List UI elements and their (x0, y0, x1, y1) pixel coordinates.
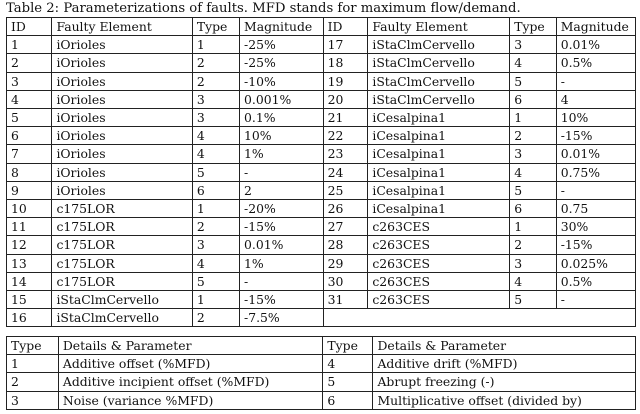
table-cell: -15% (556, 127, 635, 145)
table-cell: 10 (7, 200, 52, 218)
table-cell: 1% (240, 254, 324, 272)
table-cell: 26 (323, 200, 368, 218)
table-cell: c175LOR (52, 218, 192, 236)
table-cell: 21 (323, 109, 368, 127)
table-cell: 6 (323, 391, 373, 409)
table-cell: 13 (7, 254, 52, 272)
table-cell: 6 (510, 90, 556, 108)
table-cell: 6 (192, 181, 239, 199)
table-cell: 15 (7, 291, 52, 309)
table-cell: iOrioles (52, 109, 192, 127)
table-cell: iCesalpina1 (368, 163, 510, 181)
table-row (7, 236, 636, 254)
table-row (7, 72, 636, 90)
table-cell: iCesalpina1 (368, 200, 510, 218)
table-cell: c263CES (368, 291, 510, 309)
table-cell: 2 (192, 309, 239, 327)
table-cell: iCesalpina1 (368, 181, 510, 199)
table-cell: 0.1% (240, 109, 324, 127)
table-cell: - (556, 291, 635, 309)
table-cell: 0.025% (556, 254, 635, 272)
header-cell: Faulty Element (52, 18, 192, 36)
table-cell: 1 (510, 218, 556, 236)
header-cell: Details & Parameter (373, 337, 636, 355)
table-cell: 4 (192, 254, 239, 272)
table-row (7, 272, 636, 290)
table-cell: c175LOR (52, 236, 192, 254)
table-cell: 3 (192, 109, 239, 127)
table-row (7, 291, 636, 309)
table-cell: c263CES (368, 254, 510, 272)
table-cell: Additive drift (%MFD) (373, 355, 636, 373)
table-cell: 2 (192, 72, 239, 90)
table-cell: 5 (192, 272, 239, 290)
table-cell: -15% (556, 236, 635, 254)
table-cell: 3 (510, 254, 556, 272)
table-cell: 2 (510, 127, 556, 145)
table-cell: c263CES (368, 236, 510, 254)
table-cell: 7 (7, 145, 52, 163)
table-cell: iStaClmCervello (368, 72, 510, 90)
table-cell: iStaClmCervello (368, 36, 510, 54)
table-cell: c263CES (368, 272, 510, 290)
table-row (7, 391, 636, 409)
table-cell: 10% (556, 109, 635, 127)
header-cell: Magnitude (556, 18, 635, 36)
table-cell: 20 (323, 90, 368, 108)
table-cell: 4 (556, 90, 635, 108)
table-cell: 27 (323, 218, 368, 236)
table-cell: 4 (7, 90, 52, 108)
table-cell: 8 (7, 163, 52, 181)
table-cell: Additive incipient offset (%MFD) (58, 373, 323, 391)
table-cell: iOrioles (52, 90, 192, 108)
table-row (7, 90, 636, 108)
table-cell: 16 (7, 309, 52, 327)
faults-table (6, 17, 636, 327)
header-cell: Type (323, 337, 373, 355)
table-cell: - (556, 72, 635, 90)
table-cell: 19 (323, 72, 368, 90)
table-cell: 0.01% (240, 236, 324, 254)
table-row (7, 109, 636, 127)
table-cell: 6 (510, 200, 556, 218)
table-cell: 3 (510, 36, 556, 54)
table-row (7, 54, 636, 72)
table-cell: iStaClmCervello (368, 54, 510, 72)
table-row (7, 200, 636, 218)
table-cell: iCesalpina1 (368, 145, 510, 163)
table-cell: 18 (323, 54, 368, 72)
header-cell: Type (192, 18, 239, 36)
table-row (7, 309, 636, 327)
table-cell: -25% (240, 54, 324, 72)
table-cell: 5 (510, 181, 556, 199)
table-cell: - (556, 181, 635, 199)
table-cell: 4 (192, 127, 239, 145)
table-cell: 0.75% (556, 163, 635, 181)
table-cell: 2 (240, 181, 324, 199)
table-cell: iOrioles (52, 36, 192, 54)
table-cell: c263CES (368, 218, 510, 236)
table-cell: 1 (192, 291, 239, 309)
table-cell: 30 (323, 272, 368, 290)
table-cell: 31 (323, 291, 368, 309)
table-row (7, 163, 636, 181)
table-cell: 23 (323, 145, 368, 163)
table-cell (368, 309, 510, 327)
table-cell: 2 (192, 54, 239, 72)
table-row (7, 254, 636, 272)
table-cell: 4 (510, 272, 556, 290)
table-row (7, 373, 636, 391)
table-row (7, 181, 636, 199)
table-cell: Abrupt freezing (-) (373, 373, 636, 391)
table-cell: 1 (192, 36, 239, 54)
table-cell: 11 (7, 218, 52, 236)
table-cell: 3 (7, 391, 59, 409)
table-cell: 5 (510, 72, 556, 90)
table-cell: iStaClmCervello (368, 90, 510, 108)
table-cell: 0.5% (556, 54, 635, 72)
table-cell: 0.01% (556, 145, 635, 163)
table-cell: 4 (192, 145, 239, 163)
header-cell: Faulty Element (368, 18, 510, 36)
table-cell: 5 (192, 163, 239, 181)
table-cell: 3 (7, 72, 52, 90)
table-cell: -15% (240, 218, 324, 236)
header-row (7, 18, 636, 36)
table-row (7, 145, 636, 163)
table-cell: -15% (240, 291, 324, 309)
header-cell: Details & Parameter (58, 337, 323, 355)
table-cell: 29 (323, 254, 368, 272)
table-cell: Additive offset (%MFD) (58, 355, 323, 373)
table-cell: 1 (7, 355, 59, 373)
table-cell: 2 (192, 218, 239, 236)
table-cell: - (240, 272, 324, 290)
table-cell: iStaClmCervello (52, 309, 192, 327)
table-cell: Multiplicative offset (divided by) (373, 391, 636, 409)
header-cell: ID (7, 18, 52, 36)
table-cell: iOrioles (52, 145, 192, 163)
table-cell: 25 (323, 181, 368, 199)
table-row (7, 355, 636, 373)
table-cell: 10% (240, 127, 324, 145)
table-cell: 30% (556, 218, 635, 236)
table-cell: iCesalpina1 (368, 109, 510, 127)
table-cell: 14 (7, 272, 52, 290)
table-cell: 1 (7, 36, 52, 54)
table-cell: -7.5% (240, 309, 324, 327)
table-cell: iStaClmCervello (52, 291, 192, 309)
header-cell: Type (7, 337, 59, 355)
table-cell: 1 (192, 200, 239, 218)
table-cell: 1 (510, 109, 556, 127)
table-cell: 6 (7, 127, 52, 145)
table-cell: 5 (7, 109, 52, 127)
table-cell: 28 (323, 236, 368, 254)
table-cell: 5 (510, 291, 556, 309)
table-cell: 2 (7, 373, 59, 391)
table-cell: -10% (240, 72, 324, 90)
table-cell: 0.75 (556, 200, 635, 218)
table-cell: 17 (323, 36, 368, 54)
table-cell: iCesalpina1 (368, 127, 510, 145)
table-cell: iOrioles (52, 54, 192, 72)
table-cell: -20% (240, 200, 324, 218)
table-cell: 0.5% (556, 272, 635, 290)
table-cell (323, 309, 368, 327)
table-cell: 4 (323, 355, 373, 373)
table-cell: 9 (7, 181, 52, 199)
table-caption: Table 2: Parameterizations of faults. MFD stands for maximum flow/demand. (6, 1, 521, 16)
fault-types-table (6, 336, 636, 410)
table-cell: c175LOR (52, 200, 192, 218)
table-cell: 1% (240, 145, 324, 163)
header-cell: Type (510, 18, 556, 36)
table-cell: 4 (510, 54, 556, 72)
table-cell: Noise (variance %MFD) (58, 391, 323, 409)
table-cell: 3 (510, 145, 556, 163)
table-cell: iOrioles (52, 181, 192, 199)
table-cell (556, 309, 635, 327)
table-cell: -25% (240, 36, 324, 54)
table-cell: iOrioles (52, 72, 192, 90)
header-row (7, 337, 636, 355)
table-cell: 22 (323, 127, 368, 145)
table-cell: 4 (510, 163, 556, 181)
table-row (7, 218, 636, 236)
table-cell: 12 (7, 236, 52, 254)
table-cell: 2 (510, 236, 556, 254)
table-cell: 3 (192, 236, 239, 254)
table-cell: 0.01% (556, 36, 635, 54)
header-cell: ID (323, 18, 368, 36)
table-cell: 5 (323, 373, 373, 391)
table-cell: 3 (192, 90, 239, 108)
table-row (7, 36, 636, 54)
header-cell: Magnitude (240, 18, 324, 36)
table-cell (510, 309, 556, 327)
table-cell: iOrioles (52, 163, 192, 181)
table-row (7, 127, 636, 145)
table-cell: 0.001% (240, 90, 324, 108)
table-cell: c175LOR (52, 254, 192, 272)
table-cell: 2 (7, 54, 52, 72)
table-cell: c175LOR (52, 272, 192, 290)
table-cell: - (240, 163, 324, 181)
table-cell: 24 (323, 163, 368, 181)
table-cell: iOrioles (52, 127, 192, 145)
